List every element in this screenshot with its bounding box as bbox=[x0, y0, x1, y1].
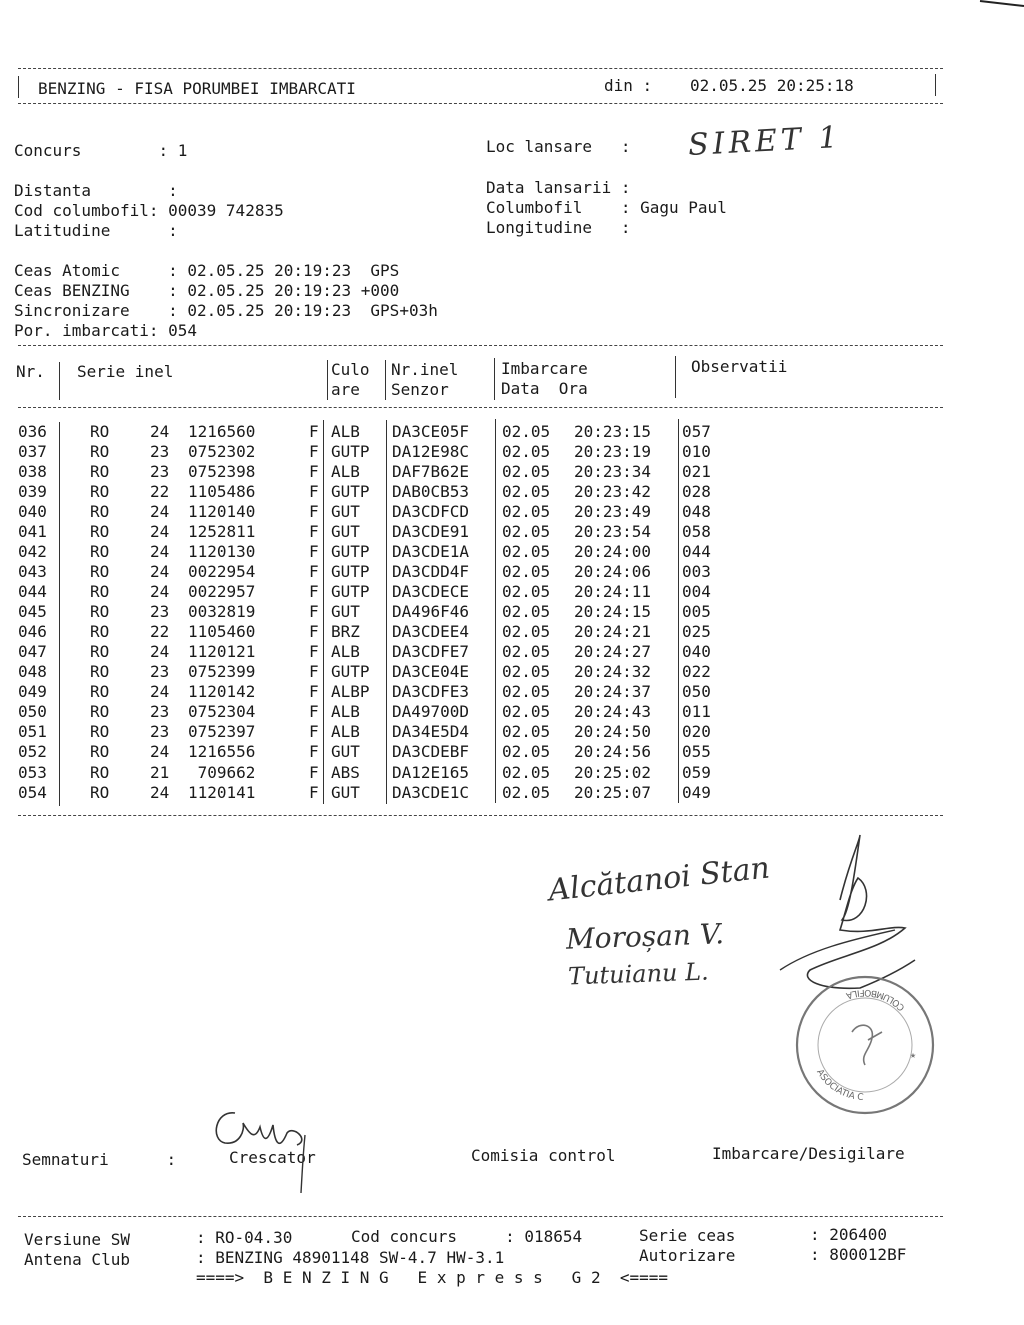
table-row bbox=[0, 722, 1024, 742]
committee-signature-1: Alcătanoi Stan bbox=[546, 850, 772, 909]
cell-inel: 0022957 bbox=[188, 582, 256, 602]
cell-an: 24 bbox=[150, 782, 170, 802]
table-row bbox=[0, 783, 1024, 803]
cell-an: 23 bbox=[150, 462, 170, 482]
cell-inel: 1216560 bbox=[188, 422, 256, 441]
svg-text:★: ★ bbox=[910, 1050, 917, 1061]
cell-ora: 20:23:34 bbox=[574, 462, 652, 482]
cell-an: 24 bbox=[150, 582, 170, 602]
table-row bbox=[0, 582, 1024, 602]
cell-ora: 20:24:11 bbox=[574, 582, 652, 602]
col-header-serie: Serie inel bbox=[77, 362, 174, 381]
cell-data: 02.05 bbox=[502, 762, 551, 782]
cell-tara: RO bbox=[90, 542, 110, 562]
cell-inel: 1105486 bbox=[188, 482, 256, 502]
cell-senzor: DA12E165 bbox=[392, 762, 470, 782]
cell-observatii: 055 bbox=[682, 742, 711, 762]
col-header-culoare-2: are bbox=[331, 380, 360, 399]
table-row bbox=[0, 542, 1024, 562]
cell-culoare: GUT bbox=[331, 522, 360, 542]
committee-signature-2: Moroșan V. bbox=[565, 917, 725, 956]
table-row bbox=[0, 662, 1024, 682]
cell-nr: 043 bbox=[18, 562, 47, 582]
cell-data: 02.05 bbox=[502, 422, 551, 441]
cell-tara: RO bbox=[90, 422, 110, 441]
cell-sex: F bbox=[309, 662, 319, 682]
cell-data: 02.05 bbox=[502, 682, 551, 702]
cell-tara: RO bbox=[90, 602, 110, 622]
cell-culoare: GUTP bbox=[331, 562, 370, 582]
table-row bbox=[0, 502, 1024, 522]
cell-senzor: DA49700D bbox=[392, 702, 470, 722]
cell-tara: RO bbox=[90, 582, 110, 602]
cell-observatii: 040 bbox=[682, 642, 711, 662]
cell-data: 02.05 bbox=[502, 482, 551, 502]
cell-data: 02.05 bbox=[502, 662, 551, 682]
cell-an: 24 bbox=[150, 542, 170, 562]
cell-ora: 20:23:42 bbox=[574, 482, 652, 502]
col-header-imbarcare-1: Imbarcare bbox=[501, 359, 588, 378]
cod-columbofil-field: Cod columbofil: 00039 742835 bbox=[14, 201, 284, 220]
cell-sex: F bbox=[309, 602, 319, 622]
print-date-label: din : bbox=[604, 76, 653, 95]
cell-an: 24 bbox=[150, 522, 170, 542]
committee-signature-3: Tutuianu L. bbox=[567, 957, 710, 991]
scan-edge-mark bbox=[980, 0, 1024, 8]
cell-sex: F bbox=[309, 502, 319, 522]
table-bottom-rule bbox=[18, 815, 943, 816]
cell-nr: 054 bbox=[18, 782, 47, 802]
cell-an: 24 bbox=[150, 642, 170, 662]
cell-sex: F bbox=[309, 562, 319, 582]
cell-an: 24 bbox=[150, 562, 170, 582]
stamp-text: ASOCIATIA C bbox=[814, 1067, 864, 1104]
cell-sex: F bbox=[309, 422, 319, 441]
cell-sex: F bbox=[309, 642, 319, 662]
cell-senzor: DA3CDEBF bbox=[392, 742, 470, 762]
cell-ora: 20:24:50 bbox=[574, 722, 652, 742]
loc-lansare-handwritten: SIRET 1 bbox=[687, 120, 843, 163]
cell-data: 02.05 bbox=[502, 622, 551, 642]
data-lansarii-field: Data lansarii : bbox=[486, 178, 631, 197]
cell-ora: 20:23:19 bbox=[574, 442, 652, 462]
cell-an: 23 bbox=[150, 722, 170, 742]
versiune-sw-label: Versiune SW bbox=[24, 1230, 130, 1249]
cell-sex: F bbox=[309, 542, 319, 562]
cell-nr: 039 bbox=[18, 482, 47, 502]
cell-senzor: DA3CE04E bbox=[392, 662, 470, 682]
latitudine-field: Latitudine : bbox=[14, 221, 178, 240]
header-divider-1 bbox=[59, 362, 60, 400]
cell-culoare: ALB bbox=[331, 422, 360, 441]
header-divider-2 bbox=[327, 360, 328, 400]
cell-senzor: DAB0CB53 bbox=[392, 482, 470, 502]
header-divider-3 bbox=[385, 360, 386, 400]
cell-ora: 20:24:37 bbox=[574, 682, 652, 702]
cell-ora: 20:23:15 bbox=[574, 422, 652, 441]
cell-observatii: 044 bbox=[682, 542, 711, 562]
cell-an: 23 bbox=[150, 602, 170, 622]
cell-inel: 0752399 bbox=[188, 662, 256, 682]
cell-inel: 0032819 bbox=[188, 602, 256, 622]
cell-ora: 20:24:32 bbox=[574, 662, 652, 682]
body-divider-5 bbox=[678, 419, 679, 803]
cell-culoare: GUT bbox=[331, 742, 360, 762]
table-row bbox=[0, 442, 1024, 462]
cell-senzor: DAF7B62E bbox=[392, 462, 470, 482]
col-header-nr: Nr. bbox=[16, 362, 45, 381]
cell-ora: 20:24:43 bbox=[574, 702, 652, 722]
cell-tara: RO bbox=[90, 642, 110, 662]
cell-sex: F bbox=[309, 742, 319, 762]
cell-ora: 20:25:02 bbox=[574, 762, 652, 782]
cell-tara: RO bbox=[90, 462, 110, 482]
cell-sex: F bbox=[309, 622, 319, 642]
cell-sex: F bbox=[309, 582, 319, 602]
cell-tara: RO bbox=[90, 762, 110, 782]
cell-senzor: DA3CDE1A bbox=[392, 542, 470, 562]
cell-an: 22 bbox=[150, 482, 170, 502]
cell-data: 02.05 bbox=[502, 562, 551, 582]
table-row bbox=[0, 482, 1024, 502]
cell-inel: 1105460 bbox=[188, 622, 256, 642]
cell-tara: RO bbox=[90, 442, 110, 462]
cell-observatii: 005 bbox=[682, 602, 711, 622]
longitudine-field: Longitudine : bbox=[486, 218, 631, 237]
cell-observatii: 049 bbox=[682, 782, 711, 802]
cell-data: 02.05 bbox=[502, 462, 551, 482]
cell-nr: 052 bbox=[18, 742, 47, 762]
cell-inel: 0752304 bbox=[188, 702, 256, 722]
cell-ora: 20:23:49 bbox=[574, 502, 652, 522]
table-row bbox=[0, 742, 1024, 762]
body-divider-2 bbox=[323, 420, 324, 804]
table-row bbox=[0, 702, 1024, 722]
cell-sex: F bbox=[309, 462, 319, 482]
col-header-nrinel-2: Senzor bbox=[391, 380, 449, 399]
cell-sex: F bbox=[309, 782, 319, 802]
cell-inel: 1120142 bbox=[188, 682, 256, 702]
cell-an: 23 bbox=[150, 662, 170, 682]
cell-culoare: ALBP bbox=[331, 682, 370, 702]
cell-data: 02.05 bbox=[502, 722, 551, 742]
columbofil-field: Columbofil : Gagu Paul bbox=[486, 198, 727, 217]
table-row bbox=[0, 622, 1024, 642]
concurs-field: Concurs : 1 bbox=[14, 141, 188, 160]
table-row bbox=[0, 642, 1024, 662]
cell-senzor: DA3CDEE4 bbox=[392, 622, 470, 642]
cell-an: 24 bbox=[150, 682, 170, 702]
cell-sex: F bbox=[309, 702, 319, 722]
cell-senzor: DA496F46 bbox=[392, 602, 470, 622]
header-divider-5 bbox=[675, 356, 676, 398]
loc-lansare-label: Loc lansare : bbox=[486, 137, 631, 156]
cell-ora: 20:24:00 bbox=[574, 542, 652, 562]
cell-sex: F bbox=[309, 442, 319, 462]
cell-nr: 047 bbox=[18, 642, 47, 662]
print-date-value: 02.05.25 20:25:18 bbox=[690, 76, 854, 95]
cell-culoare: GUTP bbox=[331, 662, 370, 682]
cell-senzor: DA3CDD4F bbox=[392, 562, 470, 582]
serie-ceas-label: Serie ceas bbox=[639, 1226, 736, 1245]
cell-culoare: ALB bbox=[331, 722, 360, 742]
col-header-nrinel-1: Nr.inel bbox=[391, 360, 459, 379]
table-row bbox=[0, 462, 1024, 482]
cell-inel: 0752397 bbox=[188, 722, 256, 742]
cell-culoare: ALB bbox=[331, 642, 360, 662]
crescator-signature bbox=[205, 1105, 325, 1195]
crescator-label: Crescator bbox=[229, 1148, 316, 1167]
cell-ora: 20:24:27 bbox=[574, 642, 652, 662]
cell-senzor: DA3CDECE bbox=[392, 582, 470, 602]
cell-culoare: GUTP bbox=[331, 442, 370, 462]
cell-nr: 041 bbox=[18, 522, 47, 542]
cell-nr: 053 bbox=[18, 762, 47, 782]
table-header-bottom-rule bbox=[18, 407, 943, 408]
cell-inel: 1216556 bbox=[188, 742, 256, 762]
autorizare-value: : 800012BF bbox=[810, 1245, 907, 1264]
cell-observatii: 022 bbox=[682, 662, 711, 682]
cell-tara: RO bbox=[90, 662, 110, 682]
col-header-observatii: Observatii bbox=[691, 357, 788, 376]
cell-observatii: 028 bbox=[682, 482, 711, 502]
cell-culoare: GUT bbox=[331, 602, 360, 622]
cell-senzor: DA3CDE91 bbox=[392, 522, 470, 542]
cell-tara: RO bbox=[90, 782, 110, 802]
cell-sex: F bbox=[309, 682, 319, 702]
cell-culoare: GUT bbox=[331, 782, 360, 802]
cell-tara: RO bbox=[90, 702, 110, 722]
cell-an: 21 bbox=[150, 762, 170, 782]
por-imbarcati-field: Por. imbarcati: 054 bbox=[14, 321, 198, 340]
imbarcare-desigilare-label: Imbarcare/Desigilare bbox=[712, 1144, 905, 1163]
cell-senzor: DA3CDFE7 bbox=[392, 642, 470, 662]
body-divider-1 bbox=[59, 422, 60, 806]
footer-top-rule bbox=[18, 1216, 943, 1217]
sincronizare-field: Sincronizare : 02.05.25 20:19:23 GPS+03h bbox=[14, 301, 438, 320]
cell-senzor: DA3CE05F bbox=[392, 422, 470, 441]
cell-ora: 20:23:54 bbox=[574, 522, 652, 542]
table-row bbox=[0, 522, 1024, 542]
cell-observatii: 050 bbox=[682, 682, 711, 702]
table-row bbox=[0, 602, 1024, 622]
cell-nr: 048 bbox=[18, 662, 47, 682]
cell-inel: 1120121 bbox=[188, 642, 256, 662]
cell-an: 23 bbox=[150, 702, 170, 722]
cell-culoare: GUTP bbox=[331, 582, 370, 602]
cell-nr: 046 bbox=[18, 622, 47, 642]
body-divider-4 bbox=[495, 419, 496, 803]
cell-nr: 042 bbox=[18, 542, 47, 562]
cell-an: 24 bbox=[150, 742, 170, 762]
cell-observatii: 010 bbox=[682, 442, 711, 462]
antena-club-value: : BENZING 48901148 SW-4.7 HW-3.1 bbox=[196, 1248, 505, 1267]
cell-observatii: 048 bbox=[682, 502, 711, 522]
cell-observatii: 057 bbox=[682, 422, 711, 441]
cell-nr: 040 bbox=[18, 502, 47, 522]
cod-concurs-field: Cod concurs : 018654 bbox=[351, 1227, 583, 1246]
cell-tara: RO bbox=[90, 502, 110, 522]
header-bottom-rule bbox=[18, 103, 943, 104]
cell-an: 24 bbox=[150, 422, 170, 441]
cell-nr: 049 bbox=[18, 682, 47, 702]
cell-culoare: ABS bbox=[331, 762, 360, 782]
cell-observatii: 004 bbox=[682, 582, 711, 602]
benzing-banner: ====> B E N Z I N G E x p r e s s G 2 <==== bbox=[196, 1268, 669, 1287]
cell-senzor: DA3CDFE3 bbox=[392, 682, 470, 702]
table-row bbox=[0, 562, 1024, 582]
cell-an: 24 bbox=[150, 502, 170, 522]
cell-culoare: GUT bbox=[331, 502, 360, 522]
versiune-sw-value: : RO-04.30 bbox=[196, 1228, 293, 1247]
cell-data: 02.05 bbox=[502, 642, 551, 662]
header-right-border bbox=[935, 74, 936, 96]
cell-data: 02.05 bbox=[502, 782, 551, 802]
header-divider-4 bbox=[494, 358, 495, 400]
cell-inel: 1120130 bbox=[188, 542, 256, 562]
cell-nr: 050 bbox=[18, 702, 47, 722]
cell-culoare: BRZ bbox=[331, 622, 360, 642]
cell-senzor: DA12E98C bbox=[392, 442, 470, 462]
table-row bbox=[0, 763, 1024, 783]
cell-inel: 1252811 bbox=[188, 522, 256, 542]
table-row bbox=[0, 422, 1024, 442]
cell-sex: F bbox=[309, 522, 319, 542]
header-left-border bbox=[18, 76, 19, 98]
cell-tara: RO bbox=[90, 682, 110, 702]
cell-observatii: 021 bbox=[682, 462, 711, 482]
cell-tara: RO bbox=[90, 722, 110, 742]
cell-inel: 0752302 bbox=[188, 442, 256, 462]
autorizare-label: Autorizare bbox=[639, 1246, 736, 1265]
stamp-text-left: COLUMBOFILA bbox=[844, 986, 908, 1013]
distanta-field: Distanta : bbox=[14, 181, 178, 200]
cell-ora: 20:24:15 bbox=[574, 602, 652, 622]
cell-inel: 0752398 bbox=[188, 462, 256, 482]
table-row bbox=[0, 682, 1024, 702]
cell-culoare: GUTP bbox=[331, 482, 370, 502]
cell-culoare: GUTP bbox=[331, 542, 370, 562]
serie-ceas-value: : 206400 bbox=[810, 1225, 888, 1244]
col-header-culoare-1: Culo bbox=[331, 360, 370, 379]
table-header-top-rule bbox=[18, 345, 943, 346]
antena-club-label: Antena Club bbox=[24, 1250, 130, 1269]
cell-data: 02.05 bbox=[502, 502, 551, 522]
cell-observatii: 025 bbox=[682, 622, 711, 642]
cell-observatii: 003 bbox=[682, 562, 711, 582]
cell-an: 22 bbox=[150, 622, 170, 642]
cell-nr: 044 bbox=[18, 582, 47, 602]
ceas-atomic-field: Ceas Atomic : 02.05.25 20:19:23 GPS bbox=[14, 261, 400, 280]
cell-nr: 036 bbox=[18, 422, 47, 441]
semnaturi-label: Semnaturi : bbox=[22, 1150, 177, 1169]
cell-inel: 0022954 bbox=[188, 562, 256, 582]
cell-nr: 037 bbox=[18, 442, 47, 462]
col-header-imbarcare-2: Data Ora bbox=[501, 379, 588, 398]
comisia-label: Comisia control bbox=[471, 1146, 616, 1165]
cell-inel: 709662 bbox=[188, 762, 256, 782]
cell-senzor: DA34E5D4 bbox=[392, 722, 470, 742]
cell-an: 23 bbox=[150, 442, 170, 462]
cell-ora: 20:25:07 bbox=[574, 782, 652, 802]
cell-tara: RO bbox=[90, 562, 110, 582]
cell-observatii: 011 bbox=[682, 702, 711, 722]
cell-sex: F bbox=[309, 722, 319, 742]
cell-senzor: DA3CDFCD bbox=[392, 502, 470, 522]
ceas-benzing-field: Ceas BENZING : 02.05.25 20:19:23 +000 bbox=[14, 281, 400, 300]
cell-nr: 045 bbox=[18, 602, 47, 622]
cell-observatii: 020 bbox=[682, 722, 711, 742]
cell-data: 02.05 bbox=[502, 602, 551, 622]
cell-sex: F bbox=[309, 482, 319, 502]
cell-senzor: DA3CDE1C bbox=[392, 782, 470, 802]
cell-data: 02.05 bbox=[502, 442, 551, 462]
cell-inel: 1120140 bbox=[188, 502, 256, 522]
page-title: BENZING - FISA PORUMBEI IMBARCATI bbox=[38, 79, 356, 98]
cell-nr: 038 bbox=[18, 462, 47, 482]
cell-inel: 1120141 bbox=[188, 782, 256, 802]
cell-tara: RO bbox=[90, 482, 110, 502]
header-top-rule bbox=[18, 68, 943, 69]
body-divider-3 bbox=[386, 420, 387, 804]
cell-data: 02.05 bbox=[502, 542, 551, 562]
cell-data: 02.05 bbox=[502, 582, 551, 602]
cell-ora: 20:24:06 bbox=[574, 562, 652, 582]
cell-culoare: ALB bbox=[331, 462, 360, 482]
club-stamp bbox=[790, 970, 940, 1120]
cell-nr: 051 bbox=[18, 722, 47, 742]
cell-observatii: 058 bbox=[682, 522, 711, 542]
cell-ora: 20:24:21 bbox=[574, 622, 652, 642]
cell-sex: F bbox=[309, 762, 319, 782]
cell-data: 02.05 bbox=[502, 742, 551, 762]
cell-data: 02.05 bbox=[502, 702, 551, 722]
cell-tara: RO bbox=[90, 522, 110, 542]
cell-culoare: ALB bbox=[331, 702, 360, 722]
cell-tara: RO bbox=[90, 622, 110, 642]
cell-observatii: 059 bbox=[682, 762, 711, 782]
cell-ora: 20:24:56 bbox=[574, 742, 652, 762]
cell-tara: RO bbox=[90, 742, 110, 762]
cell-data: 02.05 bbox=[502, 522, 551, 542]
